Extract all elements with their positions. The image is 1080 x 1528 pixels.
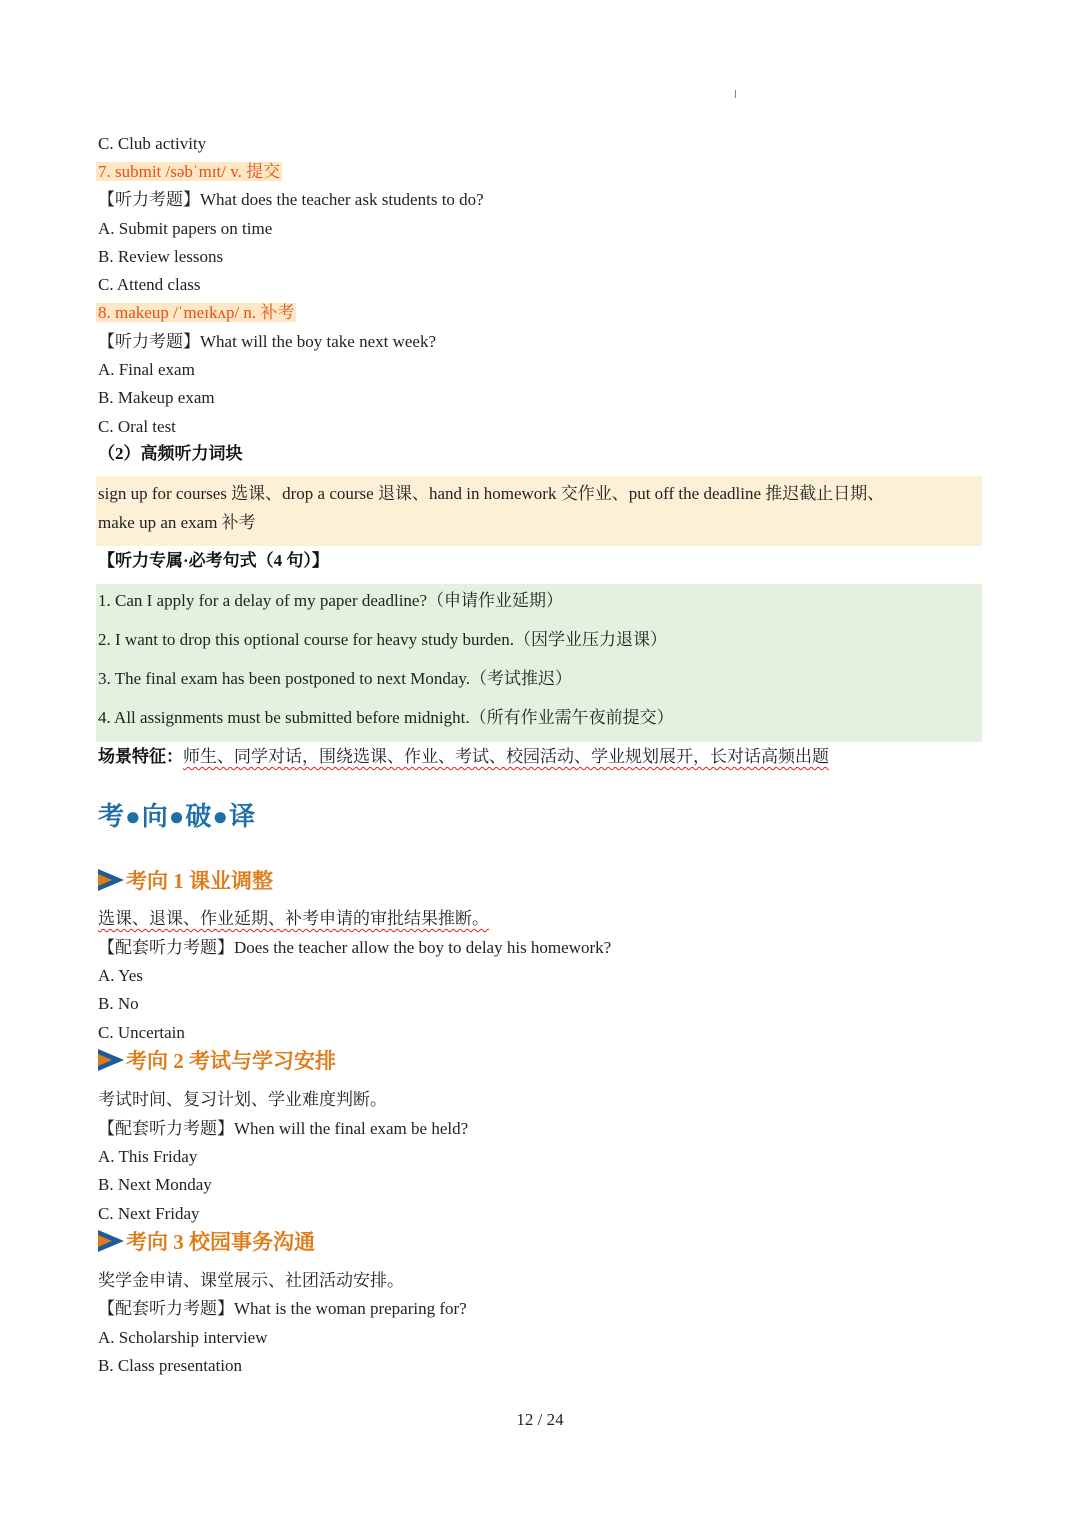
phrase-box bbox=[96, 476, 982, 546]
direction-1-option-c: C. Uncertain bbox=[98, 1023, 185, 1042]
phrase-line-1: sign up for courses 选课、drop a course 退课、hand in homework 交作业、put off the deadline 推迟截止日期、 bbox=[98, 484, 885, 503]
direction-2-question: 【配套听力考题】When will the final exam be held? bbox=[98, 1119, 469, 1138]
sentence-3: 3. The final exam has been postponed to next Monday.（考试推迟） bbox=[98, 669, 573, 688]
direction-2-desc: 考试时间、复习计划、学业难度判断。 bbox=[98, 1090, 387, 1109]
direction-3-heading bbox=[98, 1227, 315, 1255]
vocab-8-highlight: 8. makeup /ˈmeɪkʌp/ n. 补考 bbox=[98, 303, 295, 322]
scene-text: 师生、同学对话，围绕选课、作业、考试、校园活动、学业规划展开，长对话高频出题 bbox=[183, 747, 829, 766]
page-number: 12 / 24 bbox=[516, 1410, 564, 1429]
direction-2-option-b: B. Next Monday bbox=[98, 1175, 212, 1194]
direction-2-option-c: C. Next Friday bbox=[98, 1204, 200, 1223]
triangle-arrow-icon bbox=[98, 1230, 124, 1252]
direction-2-title: 考向 2 考试与学习安排 bbox=[126, 1049, 336, 1073]
direction-1-desc bbox=[98, 908, 489, 930]
direction-2-heading bbox=[98, 1046, 336, 1074]
direction-1-heading bbox=[98, 866, 273, 894]
vocab-8-option-c: C. Oral test bbox=[98, 417, 176, 436]
sentence-box bbox=[96, 584, 982, 742]
sentence-heading: 【听力专属·必考句式（4 句）】 bbox=[98, 551, 329, 570]
triangle-arrow-icon bbox=[98, 1049, 124, 1071]
vocab-7-option-a: A. Submit papers on time bbox=[98, 219, 273, 238]
sentence-1: 1. Can I apply for a delay of my paper deadline?（申请作业延期） bbox=[98, 591, 564, 610]
scene-label: 场景特征： bbox=[98, 747, 183, 766]
direction-1-question: 【配套听力考题】Does the teacher allow the boy to delay his homework? bbox=[98, 938, 612, 957]
direction-3-desc: 奖学金申请、课堂展示、社团活动安排。 bbox=[98, 1271, 404, 1290]
direction-1-desc-text: 选课、退课、作业延期、补考申请的审批结果推断。 bbox=[98, 909, 489, 928]
direction-1-option-b: B. No bbox=[98, 994, 139, 1013]
direction-3-question: 【配套听力考题】What is the woman preparing for? bbox=[98, 1299, 467, 1318]
scene-feature bbox=[98, 746, 829, 768]
direction-1-title: 考向 1 课业调整 bbox=[126, 869, 273, 893]
vocab-7-term bbox=[98, 161, 282, 183]
sentence-4: 4. All assignments must be submitted before midnight.（所有作业需午夜前提交） bbox=[98, 708, 674, 727]
section-title: 考●向●破●译 bbox=[98, 802, 257, 831]
vocab-8-option-b: B. Makeup exam bbox=[98, 388, 215, 407]
direction-3-option-a: A. Scholarship interview bbox=[98, 1328, 268, 1347]
sentence-2: 2. I want to drop this optional course for heavy study burden.（因学业压力退课） bbox=[98, 630, 667, 649]
phrase-heading: （2）高频听力词块 bbox=[98, 444, 243, 463]
vocab-7-question: 【听力考题】What does the teacher ask students to do? bbox=[98, 190, 484, 209]
triangle-arrow-icon bbox=[98, 869, 124, 891]
vocab-7-option-c: C. Attend class bbox=[98, 275, 201, 294]
direction-3-option-b: B. Class presentation bbox=[98, 1356, 243, 1375]
vocab-8-question: 【听力考题】What will the boy take next week? bbox=[98, 332, 437, 351]
vocab-8-option-a: A. Final exam bbox=[98, 360, 195, 379]
vocab-7-option-b: B. Review lessons bbox=[98, 247, 224, 266]
vocab-7-highlight: 7. submit /səbˈmɪt/ v. 提交 bbox=[98, 162, 281, 181]
phrase-line-2: make up an exam 补考 bbox=[98, 513, 256, 532]
direction-2-option-a: A. This Friday bbox=[98, 1147, 198, 1166]
direction-3-title: 考向 3 校园事务沟通 bbox=[126, 1230, 315, 1254]
header-tick-mark bbox=[735, 90, 736, 98]
direction-1-option-a: A. Yes bbox=[98, 966, 143, 985]
vocab-8-term bbox=[98, 302, 296, 324]
option-club-activity: C. Club activity bbox=[98, 134, 207, 153]
